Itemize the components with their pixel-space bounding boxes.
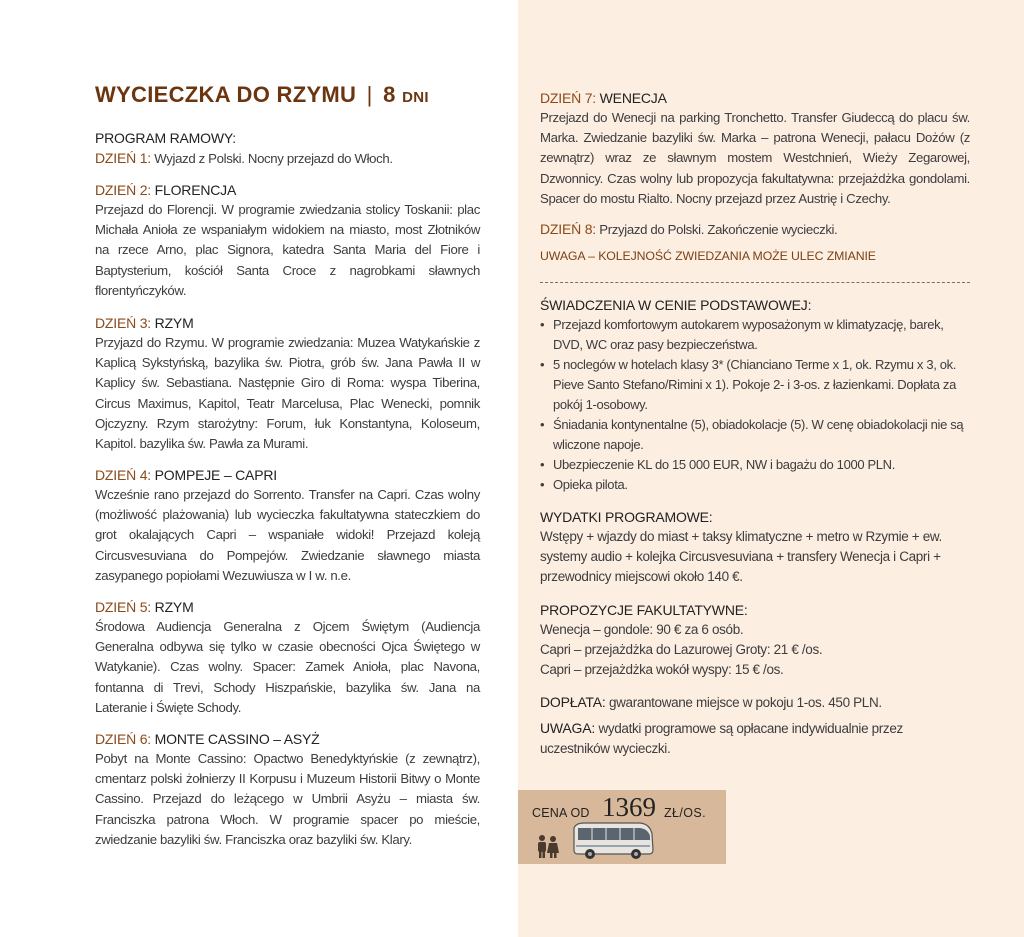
surcharge-label: DOPŁATA: xyxy=(540,694,606,710)
day-text: Przyjazd do Polski. Zakończenie wycieczki. xyxy=(599,222,838,237)
day-label: DZIEŃ 6: xyxy=(95,731,151,747)
travelers-icon xyxy=(535,834,561,858)
day-8-block xyxy=(540,219,970,240)
included-services-block xyxy=(540,295,970,495)
surcharge-text: gwarantowane miejsce w pokoju 1-os. 450 PLN. xyxy=(608,695,882,710)
day-3-block xyxy=(95,313,480,454)
price-value: 1369 xyxy=(602,792,656,822)
day-name: RZYM xyxy=(154,599,194,615)
day-label: DZIEŃ 4: xyxy=(95,467,151,483)
included-item: • 5 noclegów w hotelach klasy 3* (Chianciano Terme x 1, ok. Rzymu x 3, ok. Pieve Santo Stefano/Rimini x 1). Pokoje 2- i 3-os. z łazienkami. Dopłata za pokój 1-osobowy. xyxy=(540,355,970,415)
day-4-block xyxy=(95,465,480,586)
day-text: Przejazd do Wenecji na parking Tronchetto. Transfer Giudeccą do placu św. Marka. Zwiedzanie bazyliki św. Marka – patrona Wenecji, pałacu Dożów (z zewnątrz) wraz ze sławnym mostem Westchnień, Wieży Zegarowej, Dzwonnicy. Czas wolny lub propozycja fakultatywna: przejażdżka gondolami. Spacer do mostu Rialto. Nocny przejazd przez Austrię i Czechy. xyxy=(540,110,970,206)
note-text: wydatki programowe są opłacane indywidualnie przez uczestników wycieczki. xyxy=(540,721,903,757)
day-2-block xyxy=(95,180,480,301)
program-expenses-block xyxy=(540,507,965,588)
day-text: Wcześnie rano przejazd do Sorrento. Transfer na Capri. Czas wolny (możliwość plażowania) lub wycieczka fakultatywna stateczkiem do grot okalających Capri – wspaniałe widoki! Przejazd koleją Circusvesuviana do Pompejów. Zwiedzanie sławnego miasta zasypanego popiołami Wezuwiusza w I w. n.e. xyxy=(95,487,480,583)
day-text: Wyjazd z Polski. Nocny przejazd do Włoch. xyxy=(154,151,393,166)
bus-icon xyxy=(570,820,656,862)
optional-item: Wenecja – gondole: 90 € za 6 osób. xyxy=(540,622,744,637)
included-list xyxy=(540,315,970,495)
day-name: POMPEJE – CAPRI xyxy=(154,467,277,483)
price-unit: ZŁ/OS. xyxy=(664,806,706,820)
optional-item: Capri – przejażdżka do Lazurowej Groty: 21 € /os. xyxy=(540,642,823,658)
day-text: Pobyt na Monte Cassino: Opactwo Benedyktyńskie (z zewnątrz), cmentarz polski żołnierzy II Korpusu i Muzeum Historii Bitwy o Monte Cassino. Przejazd do leżącego w Umbrii Asyżu – miasta św. Franciszka patrona Włoch. W programie spacer po mieście, zwiedzanie bazyliki św. Franciszka oraz bazyliki św. Klary. xyxy=(95,751,480,847)
day-label: DZIEŃ 1: xyxy=(95,150,151,166)
day-text: Przyjazd do Rzymu. W programie zwiedzania: Muzea Watykańskie z Kaplicą Sykstyńską, bazylika św. Piotra, grób św. Jana Pawła II w Kaplicy św. Sebastiana. Następnie Giro di Roma: wyspa Tiberina, Circus Maximus, Kapitol, Teatr Marcelusa, Plac Wenecki, pomnik Ojczyzny. Rzym starożytny: Forum, łuk Konstantyna, Koloseum, Kapitol. bazylika św. Pawła za Murami. xyxy=(95,335,480,452)
day-name: WENECJA xyxy=(599,90,667,106)
title-days-word: DNI xyxy=(402,89,429,106)
included-header: ŚWIADCZENIA W CENIE PODSTAWOWEJ: xyxy=(540,297,812,313)
title-main: WYCIECZKA DO RZYMU xyxy=(95,82,357,107)
included-item: • Przejazd komfortowym autokarem wyposażonym w klimatyzację, barek, DVD, WC oraz pasy bezpieczeństwa. xyxy=(540,315,970,355)
day-label: DZIEŃ 8: xyxy=(540,221,596,237)
expenses-text: Wstępy + wjazdy do miast + taksy klimatyczne + metro w Rzymie + ew. systemy audio + kolejka Circusvesuviana + transfery Wenecja i Capri + przewodnicy miejscowi około 140 €. xyxy=(540,529,942,585)
payment-note xyxy=(540,718,920,759)
included-item: • Ubezpieczenie KL do 15 000 EUR, NW i bagażu do 1000 PLN. xyxy=(540,455,970,475)
included-item: • Śniadania kontynentalne (5), obiadokolacje (5). W cenę obiadokolacji nie są wliczone napoje. xyxy=(540,415,970,455)
expenses-header: WYDATKI PROGRAMOWE: xyxy=(540,509,713,525)
day-name: FLORENCJA xyxy=(154,182,237,198)
dashed-divider xyxy=(540,282,970,283)
price-box xyxy=(518,790,726,864)
day-5-block xyxy=(95,597,480,718)
optional-offers-block xyxy=(540,600,970,681)
day-text: Środowa Audiencja Generalna z Ojcem Świętym (Audiencja Generalna odbywa się tylko w czasie obecności Ojca Świętego w Watykanie). Czas wolny. Spacer: Zamek Anioła, plac Navona, fontanna di Trevi, Schody Hiszpańskie, bazylika św. Jana na Lateranie i Święte Schody. xyxy=(95,619,480,715)
included-item: • Opieka pilota. xyxy=(540,475,970,495)
day-7-block xyxy=(540,88,970,209)
program-day1-block xyxy=(95,128,480,169)
day-label: DZIEŃ 7: xyxy=(540,90,596,106)
title-separator: | xyxy=(366,82,373,107)
optional-item: Capri – przejażdżka wokół wyspy: 15 € /os. xyxy=(540,662,784,678)
program-header: PROGRAM RAMOWY: xyxy=(95,130,236,146)
day-text: Przejazd do Florencji. W programie zwiedzania stolicy Toskanii: plac Michała Anioła ze wspaniałym widokiem na miasto, most Złotników na rzece Arno, plac Signora, katedra Santa Maria del Fiore i Baptysterium, kościół Santa Croce z nagrobkami sławnych florentyńczyków. xyxy=(95,202,480,298)
day-label: DZIEŃ 2: xyxy=(95,182,151,198)
day-label: DZIEŃ 5: xyxy=(95,599,151,615)
order-change-note: UWAGA – KOLEJNOŚĆ ZWIEDZANIA MOŻE ULEC ZMIANIE xyxy=(540,249,876,263)
day-6-block xyxy=(95,729,480,850)
day-label: DZIEŃ 3: xyxy=(95,315,151,331)
day-name: MONTE CASSINO – ASYŻ xyxy=(154,731,320,747)
day-name: RZYM xyxy=(154,315,194,331)
note-label: UWAGA: xyxy=(540,720,596,736)
title-days-number: 8 xyxy=(383,82,396,107)
page-title xyxy=(95,82,495,108)
optional-header: PROPOZYCJE FAKULTATYWNE: xyxy=(540,602,748,618)
price-label: CENA OD xyxy=(532,806,590,820)
surcharge-line xyxy=(540,692,970,713)
